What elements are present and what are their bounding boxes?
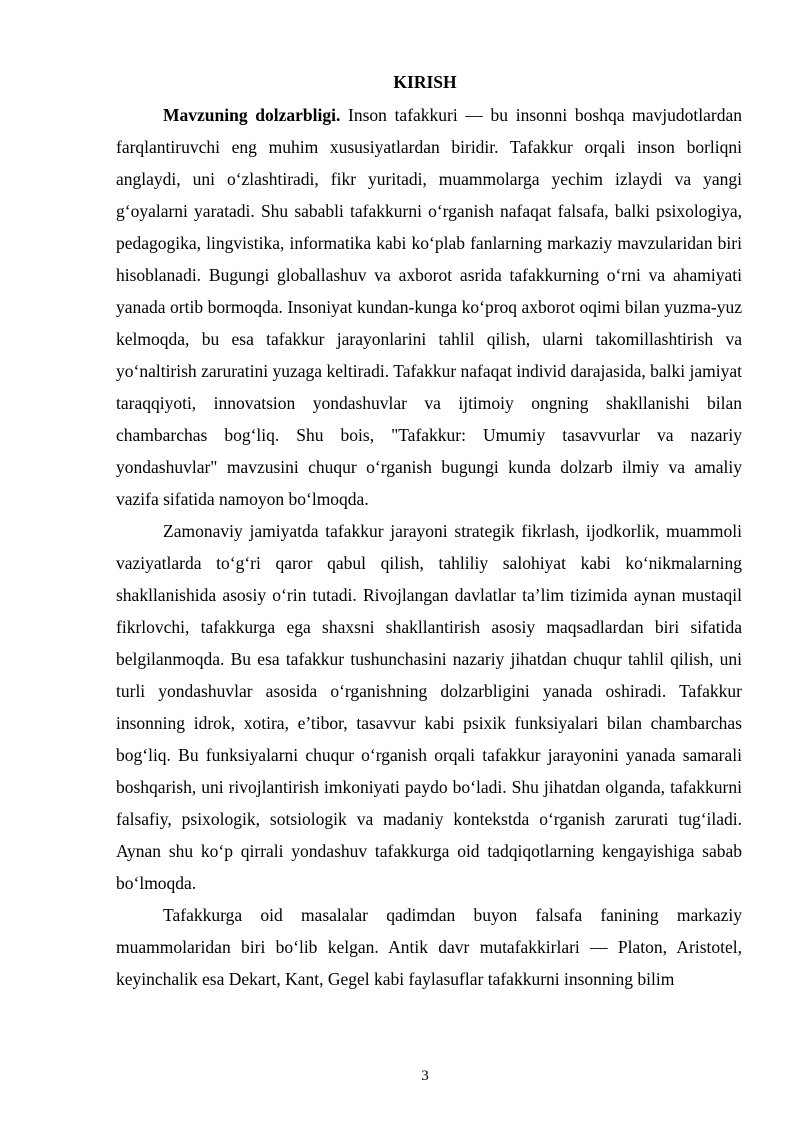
page-number: 3: [421, 1068, 429, 1084]
paragraph-2: Zamonaviy jamiyatda tafakkur jarayoni strategik fikrlash, ijodkorlik, muammoli vaziyatlarda to‘g‘ri qaror qabul qilish, tahliliy salohiyat kabi ko‘nikmalarning shakllanishida asosiy o‘rin tutadi. Rivojlangan davlatlar ta’lim tizimida aynan mustaqil fikrlovchi, tafakkurga ega shaxsni shakllantirish asosiy maqsadlardan biri sifatida belgilanmoqda. Bu esa tafakkur tushunchasini nazariy jihatdan chuqur tahlil qilish, uni turli yondashuvlar asosida o‘rganishning dolzarbligini yanada oshiradi. Tafakkur insonning idrok, xotira, e’tibor, tasavvur kabi psixik funksiyalari bilan chambarchas bog‘liq. Bu funksiyalarni chuqur o‘rganish orqali tafakkur jarayonini yanada samarali boshqarish, uni rivojlantirish imkoniyati paydo bo‘ladi. Shu jihatdan olganda, tafakkurni falsafiy, psixologik, sotsiologik va madaniy kontekstda o‘rganish zarurati tug‘iladi. Aynan shu ko‘p qirrali yondashuv tafakkurga oid tadqiqotlarning kengayishiga sabab bo‘lmoqda.: [116, 521, 742, 893]
section-lead-heading: Mavzuning dolzarbligi.: [163, 105, 341, 125]
document-body: [116, 99, 742, 995]
paragraph-relevance: [116, 99, 742, 515]
paragraph-1-text: Inson tafakkuri — bu insonni boshqa mavjudotlardan farqlantiruvchi eng muhim xususiyatlardan biridir. Tafakkur orqali inson borliqni anglaydi, uni o‘zlashtiradi, fikr yuritadi, muammolarga yechim izlaydi va yangi g‘oyalarni yaratadi. Shu sababli tafakkurni o‘rganish nafaqat falsafa, balki psixologiya, pedagogika, lingvistika, informatika kabi ko‘plab fanlarning markaziy mavzularidan biri hisoblanadi. Bugungi globallashuv va axborot asrida tafakkurning o‘rni va ahamiyati yanada ortib bormoqda. Insoniyat kundan-kunga ko‘proq axborot oqimi bilan yuzma-yuz kelmoqda, bu esa tafakkur jarayonlarini tahlil qilish, ularni takomillashtirish va yo‘naltirish zaruratini yuzaga keltiradi. Tafakkur nafaqat individ darajasida, balki jamiyat taraqqiyoti, innovatsion yondashuvlar va ijtimoiy ongning shakllanishi bilan chambarchas bog‘liq. Shu bois, "Tafakkur: Umumiy tasavvurlar va nazariy yondashuvlar" mavzusini chuqur o‘rganish bugungi kunda dolzarb ilmiy va amaliy vazifa sifatida namoyon bo‘lmoqda.: [116, 105, 742, 509]
paragraph-3: Tafakkurga oid masalalar qadimdan buyon falsafa fanining markaziy muammolaridan biri bo‘lib kelgan. Antik davr mutafakkirlari — Platon, Aristotel, keyinchalik esa Dekart, Kant, Gegel kabi faylasuflar tafakkurni insonning bilim: [116, 905, 742, 989]
page-title: KIRISH: [393, 72, 457, 92]
